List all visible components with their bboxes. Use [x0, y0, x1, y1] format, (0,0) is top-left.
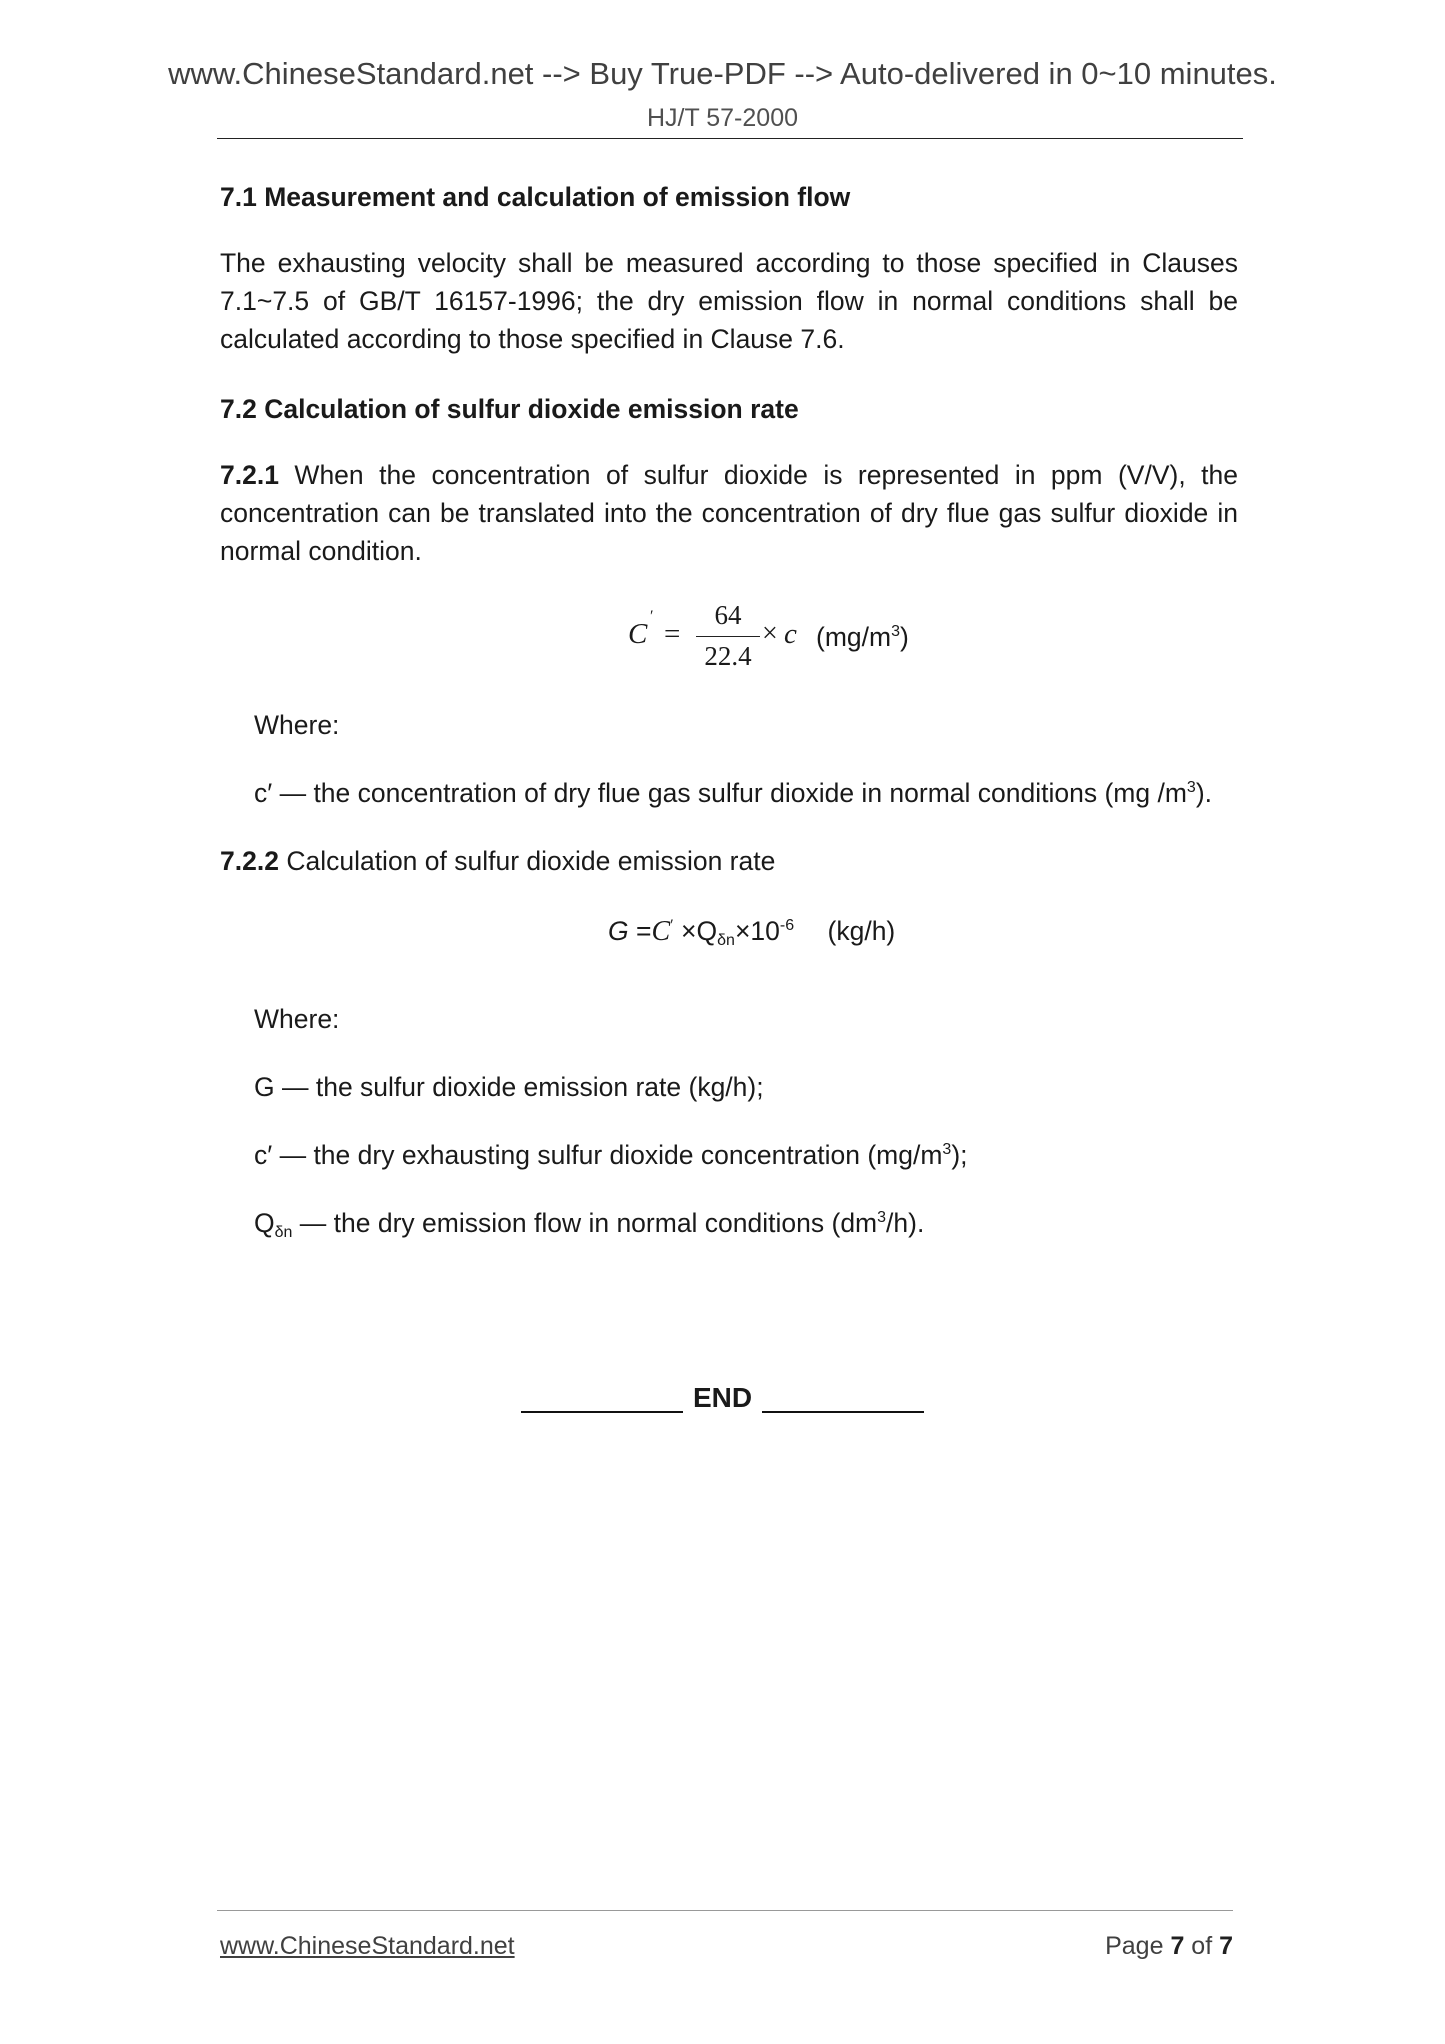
- formula-unit-kgh: (kg/h): [827, 916, 896, 946]
- end-line-left: [521, 1411, 683, 1413]
- definition-end: );: [951, 1140, 968, 1170]
- definition-text: — the dry emission flow in normal conditions (dm: [292, 1208, 878, 1238]
- page-prefix: Page: [1105, 1932, 1171, 1960]
- formula-times: ×: [762, 618, 778, 649]
- formula-lhs-prime: ′: [650, 608, 654, 625]
- definition-end: ).: [1195, 778, 1213, 808]
- page-indicator: [1105, 1932, 1233, 1961]
- definition-end: /h).: [886, 1208, 925, 1238]
- definition-text: c′ — the concentration of dry flue gas sulfur dioxide in normal conditions (mg /m: [254, 778, 1187, 808]
- definition-q: [254, 1204, 1254, 1242]
- formula-numerator: 64: [714, 600, 742, 630]
- heading-7-2-2: [220, 842, 1238, 880]
- where-label-2: Where:: [254, 1004, 340, 1034]
- page-current: 7: [1170, 1932, 1185, 1960]
- end-line-right: [762, 1411, 924, 1413]
- heading-7-1: 7.1 Measurement and calculation of emission flow: [220, 182, 851, 212]
- definition-c-prime-1: [254, 774, 1254, 812]
- end-text: END: [692, 1382, 753, 1413]
- definition-exponent: 3: [877, 1209, 887, 1226]
- page-mid: of: [1184, 1932, 1220, 1960]
- paragraph-7-2-1: [220, 456, 1238, 570]
- definition-q-subscript: δn: [274, 1224, 293, 1241]
- unit-exponent: 3: [891, 623, 900, 640]
- definition-c-prime-2: [254, 1136, 1254, 1174]
- definition-text: c′ — the dry exhausting sulfur dioxide concentration (mg/m: [254, 1140, 943, 1170]
- formula-g: G: [608, 916, 629, 946]
- heading-7-2: 7.2 Calculation of sulfur dioxide emission rate: [220, 394, 799, 424]
- unit-close: ): [899, 622, 909, 652]
- paragraph-7-1: The exhausting velocity shall be measured according to those specified in Clauses 7.1~7.5 of GB/T 16157-1996; the dry emission flow in normal conditions shall be calculated according to those specified in Clause 7.6.: [220, 248, 1238, 354]
- formula-q-subscript: δn: [717, 932, 735, 949]
- formula-equals-2: =: [636, 916, 652, 946]
- definition-q-symbol: Q: [254, 1208, 275, 1238]
- document-number: HJ/T 57-2000: [646, 104, 798, 132]
- formula-unit: [816, 622, 909, 653]
- header-rule: [217, 138, 1243, 139]
- formula-denominator: 22.4: [704, 641, 752, 671]
- formula-prime: ′: [670, 917, 674, 934]
- definition-g: G — the sulfur dioxide emission rate (kg/h);: [254, 1072, 764, 1102]
- clause-number-7-2-2: 7.2.2: [220, 846, 279, 876]
- formula-times-q: ×Q: [681, 916, 718, 946]
- formula-exponent: -6: [779, 917, 795, 934]
- header-banner: www.ChineseStandard.net --> Buy True-PDF --> Auto-delivered in 0~10 minutes.: [168, 56, 1277, 91]
- footer-link[interactable]: www.ChineseStandard.net: [220, 1932, 515, 1960]
- formula-c: C: [651, 916, 671, 947]
- definition-exponent: 3: [942, 1141, 952, 1158]
- clause-number-7-2-1: 7.2.1: [220, 460, 279, 490]
- formula-lhs-c: C: [628, 618, 648, 650]
- fraction-bar: [696, 636, 760, 637]
- formula-emission-rate: [608, 916, 928, 960]
- formula-concentration: [628, 600, 928, 680]
- formula-equals: =: [664, 618, 681, 650]
- formula-times-ten: ×10: [734, 916, 780, 946]
- heading-7-2-2-text: Calculation of sulfur dioxide emission rate: [278, 846, 776, 876]
- footer-rule: [217, 1910, 1233, 1911]
- unit-text: (mg/m: [816, 622, 892, 652]
- page-total: 7: [1219, 1932, 1233, 1960]
- where-label-1: Where:: [254, 710, 340, 740]
- paragraph-7-2-1-text: When the concentration of sulfur dioxide is represented in ppm (V/V), the concentration can be translated into the concentration of dry flue gas sulfur dioxide in normal condition.: [220, 460, 1238, 566]
- formula-var-c: c: [784, 618, 797, 650]
- definition-exponent: 3: [1186, 779, 1196, 796]
- end-marker: [0, 1382, 1445, 1414]
